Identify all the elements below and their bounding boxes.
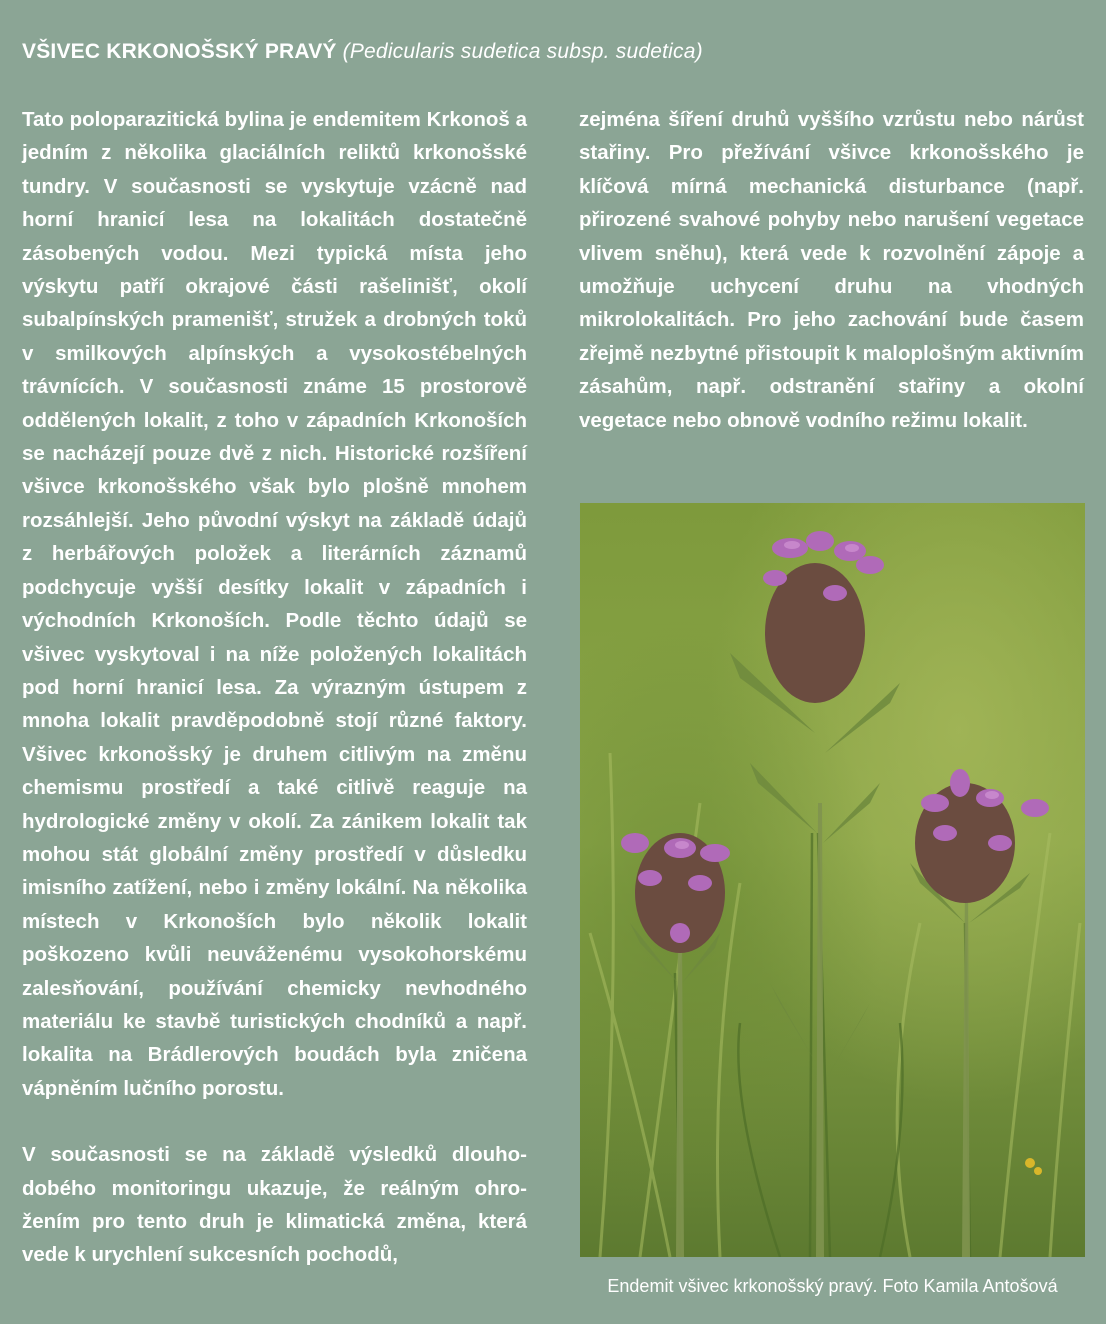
- right-column: [579, 103, 1084, 437]
- plant-photo: [580, 503, 1085, 1257]
- left-column: [22, 103, 527, 1272]
- title-latin-name: (Pedicularis sudetica subsp. sudetica): [342, 40, 703, 63]
- photo-caption: Endemit všivec krkonošský pravý. Foto Kamila Antošová: [607, 1276, 1058, 1296]
- plant-photo-illustration: [580, 503, 1085, 1257]
- right-paragraph-1: zejména šíření druhů vyššího vzrůstu nebo nárůst stařiny. Pro přežívání všivce krkonošského je klíčová mírná mechanická disturbance (např. přirozené svahové pohyby nebo narušení vegetace vlivem sněhu), která vede k rozvolnění zápoje a umožňuje uchycení druhu na vhodných mikrolokalitách. Pro jeho zachování bude časem zřejmě nezbytné přistoupit k maloplošným aktivním zásahům, např. odstranění stařiny a okolní vegetace nebo obnově vodního režimu lokalit.: [579, 108, 1084, 432]
- article-title: [22, 40, 1082, 64]
- left-paragraph-2: V současnosti se na základě výsledků dlouhodobého monitoringu ukazuje, že reálným ohrožením pro tento druh je klimatická změna, která vede k urychlení sukcesních pochodů,: [22, 1143, 527, 1267]
- left-paragraph-1: Tato poloparazitická bylina je endemitem Krkonoš a jedním z několika glaciálních reliktů krkonošské tundry. V současnosti se vyskytuje vzácně nad horní hranicí lesa na lokalitách dostatečně zásobených vodou. Mezi typická místa jeho výskytu patří okrajové části rašelinišť, okolí subalpínských pramenišť, stružek a drobných toků v smilkových alpínských a vysokostébelných trávnících. V současnosti známe 15 prostorově oddělených lokalit, z toho v západních Krkonoších se nacházejí pouze dvě z nich. Historické rozšíření všivce krkonošského však bylo plošně mnohem rozsáhlejší. Jeho původní výskyt na základě údajů z herbářových položek a literárních záznamů podchycuje vyšší desítky lokalit v západních i východních Krkonoších. Podle těchto údajů se všivec vyskytoval i na níže položených lokalitách pod horní hranicí lesa. Za výrazným ústupem z mnoha lokalit pravděpodobně stojí různé faktory. Všivec krkonošský je druhem citlivým na změnu chemismu prostředí a také citlivě reaguje na hydrologické změny v okolí. Za zánikem lokalit tak mohou stát globální změny prostředí v důsledku imisního zatížení, nebo i změny lokální. Na několika místech v Krkonoších bylo několik lokalit poškozeno kvůli neuváženému vysokohorskému zalesňování, používání chemicky nevhodného materiálu ke stavbě turistických chodníků a např. lokalita na Brádlerových boudách byla zničena vápněním lučního porostu.: [22, 108, 527, 1100]
- title-main: VŠIVEC KRKONOŠSKÝ PRAVÝ: [22, 40, 337, 63]
